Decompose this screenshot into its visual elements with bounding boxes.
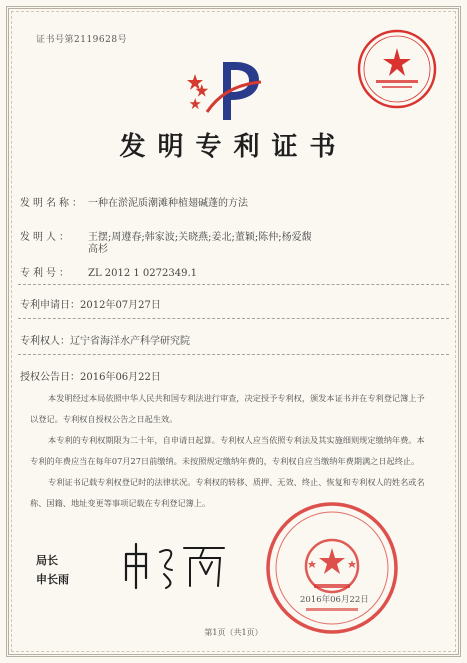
national-red-seal-icon bbox=[262, 498, 402, 638]
divider bbox=[18, 354, 449, 355]
invention-name-label: 发明名称： bbox=[20, 198, 85, 209]
patent-office-logo-icon bbox=[185, 54, 265, 130]
page-indicator: 第1页（共1页） bbox=[204, 628, 263, 637]
patent-number-label: 专利号： bbox=[20, 268, 72, 279]
patent-number-row bbox=[20, 264, 197, 279]
grant-date-label: 授权公告日： bbox=[20, 372, 80, 383]
divider bbox=[18, 318, 449, 319]
grant-date-value: 2016年06月22日 bbox=[80, 372, 161, 383]
certificate-body bbox=[30, 388, 430, 514]
invention-name-value: 一种在淤泥质潮滩种植翅碱蓬的方法 bbox=[88, 198, 248, 209]
director-name: 申长雨 bbox=[36, 573, 69, 586]
patent-number-value: ZL 2012 1 0272349.1 bbox=[88, 268, 198, 279]
inventor-value-line1: 王摆;周遵春;韩家波;关晓燕;姜北;董颖;陈仲;杨爱馥 bbox=[88, 232, 312, 243]
patentee-row bbox=[20, 332, 190, 347]
filing-date-value: 2012年07月27日 bbox=[80, 300, 161, 311]
filing-date-label: 专利申请日： bbox=[20, 300, 80, 311]
patentee-value: 辽宁省海洋水产科学研究院 bbox=[70, 336, 190, 347]
seal-date: 2016年06月22日 bbox=[300, 595, 369, 605]
body-paragraph-2: 本专利的专利权期限为二十年，自申请日起算。专利权人应当依照专利法及其实施细则规定缴纳年费。本专利的年费应当在每年07月27日前缴纳。未按照规定缴纳年费的，专利权自应当缴纳年费期满之日起终止。 bbox=[30, 435, 425, 466]
inventor-value-line2: 高杉 bbox=[88, 244, 108, 255]
patentee-label: 专利权人： bbox=[20, 336, 70, 347]
handwritten-signature-icon bbox=[120, 540, 230, 592]
certificate-title: 发明专利证书 bbox=[119, 132, 348, 162]
grant-date-row bbox=[20, 368, 161, 383]
top-red-seal-icon bbox=[356, 28, 438, 110]
body-paragraph-3: 专利证书记载专利权登记时的法律状况。专利权的转移、质押、无效、终止、恢复和专利权人的姓名或名称、国籍、地址变更等事项记载在专利登记簿上。 bbox=[30, 477, 425, 508]
inventor-row-continued bbox=[88, 240, 108, 255]
inventor-label: 发明人： bbox=[20, 232, 72, 243]
invention-name-row bbox=[20, 194, 248, 209]
inventor-row bbox=[20, 228, 312, 243]
divider bbox=[18, 284, 449, 285]
body-paragraph-1: 本发明经过本局依照中华人民共和国专利法进行审查，决定授予专利权，颁发本证书并在专利登记簿上予以登记。专利权自授权公告之日起生效。 bbox=[30, 393, 425, 424]
filing-date-row bbox=[20, 296, 161, 311]
director-title: 局长 bbox=[36, 554, 58, 567]
certificate-number: 证书号第2119628号 bbox=[36, 35, 128, 45]
